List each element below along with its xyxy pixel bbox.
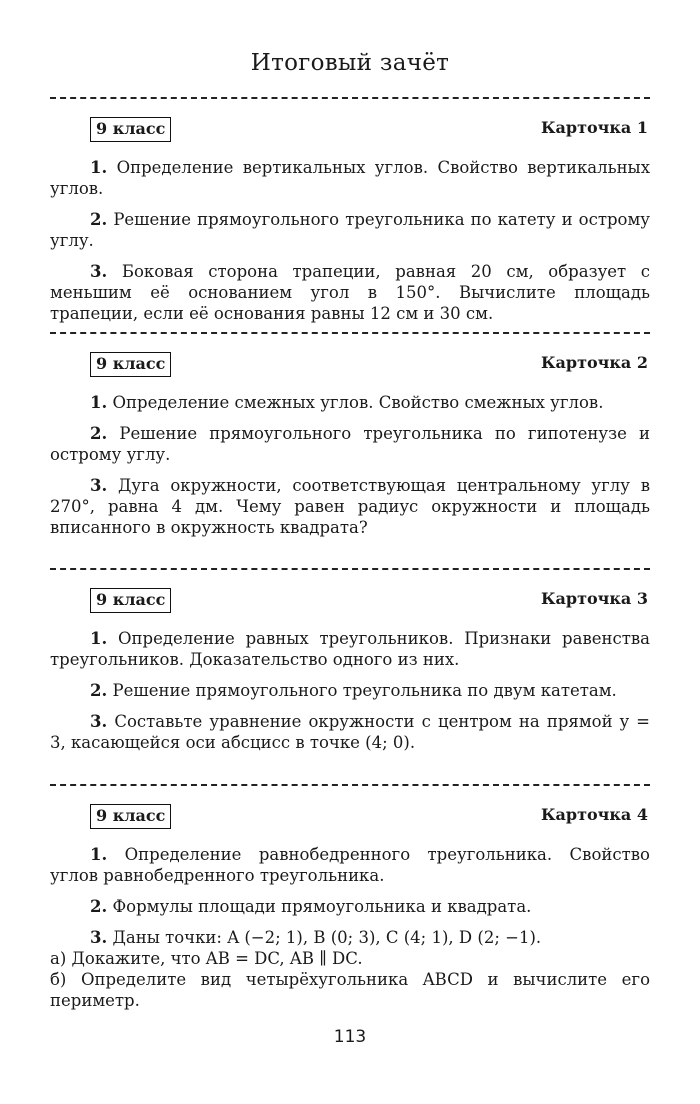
task-number: 2. [90, 424, 108, 443]
subtask-b: б) Определите вид четырёхугольника ABCD и вычислите его периметр. [50, 970, 650, 1010]
task-number: 3. [90, 928, 108, 947]
task-text: Дуга окружности, соответствующая центральному углу в 270°, равна 4 дм. Чему равен радиус окружности и площадь вписанного в окружность квадрата? [50, 476, 651, 537]
dashed-divider [50, 332, 650, 334]
card-2 [50, 352, 650, 548]
task-text: Формулы площади прямоугольника и квадрата. [112, 897, 532, 916]
page-number: 113 [333, 1027, 367, 1047]
card-header [50, 117, 650, 145]
task-text: Определение равных треугольников. Признаки равенства треугольников. Доказательство одного из них. [50, 629, 651, 669]
task-item [50, 844, 650, 886]
task-text: Решение прямоугольного треугольника по катету и острому углу. [50, 210, 650, 250]
task-item [50, 927, 650, 948]
card-items [50, 157, 650, 324]
task-number: 1. [90, 393, 108, 412]
dashed-divider [50, 784, 650, 786]
grade-badge: 9 класс [90, 804, 171, 829]
task-item [50, 896, 650, 917]
grade-badge: 9 класс [90, 117, 171, 142]
dashed-divider [50, 568, 650, 570]
task-number: 3. [90, 262, 108, 281]
subtask-a: а) Докажите, что AB = DC, AB ∥ DC. [50, 949, 363, 968]
task-text: Составьте уравнение окружности с центром на прямой y = 3, касающейся оси абсцисс в точке (4; 0). [50, 712, 651, 752]
task-number: 1. [90, 845, 108, 864]
task-item [50, 711, 650, 753]
task-number: 3. [90, 476, 108, 495]
grade-badge: 9 класс [90, 588, 171, 613]
task-item [50, 261, 650, 324]
task-number: 1. [90, 629, 108, 648]
grade-badge: 9 класс [90, 352, 171, 377]
card-header [50, 352, 650, 380]
card-items [50, 628, 650, 753]
card-header [50, 588, 650, 616]
card-1 [50, 117, 650, 334]
task-text: Определение равнобедренного треугольника. Свойство углов равнобедренного треугольника. [50, 845, 650, 885]
card-4 [50, 804, 650, 1011]
card-label: Карточка 4 [540, 805, 648, 824]
card-header [50, 804, 650, 832]
task-number: 2. [90, 681, 108, 700]
task-item [50, 392, 650, 413]
card-label: Карточка 1 [540, 118, 648, 137]
task-item [50, 209, 650, 251]
card-label: Карточка 2 [540, 353, 648, 372]
card-items [50, 844, 650, 1011]
task-text: Решение прямоугольного треугольника по двум катетам. [112, 681, 617, 700]
card-label: Карточка 3 [540, 589, 648, 608]
task-item [50, 628, 650, 670]
task-number: 2. [90, 897, 108, 916]
task-text: Определение вертикальных углов. Свойство вертикальных углов. [50, 158, 650, 198]
task-item [50, 157, 650, 199]
task-item [50, 680, 650, 701]
page-title: Итоговый зачёт [250, 50, 450, 76]
task-number: 2. [90, 210, 108, 229]
task-number: 3. [90, 712, 108, 731]
task-text: Определение смежных углов. Свойство смежных углов. [112, 393, 604, 412]
card-3 [50, 588, 650, 763]
dashed-divider [50, 97, 650, 99]
task-number: 1. [90, 158, 108, 177]
task-item [50, 475, 650, 538]
task-text: Даны точки: A (−2; 1), B (0; 3), C (4; 1), D (2; −1). [112, 928, 542, 947]
task-text: Боковая сторона трапеции, равная 20 см, образует с меньшим её основанием угол в 150°. Вычислите площадь трапеции, если её основания равны 12 см и 30 см. [50, 262, 651, 323]
task-text: Решение прямоугольного треугольника по гипотенузе и острому углу. [50, 424, 650, 464]
card-items [50, 392, 650, 538]
task-item [50, 423, 650, 465]
